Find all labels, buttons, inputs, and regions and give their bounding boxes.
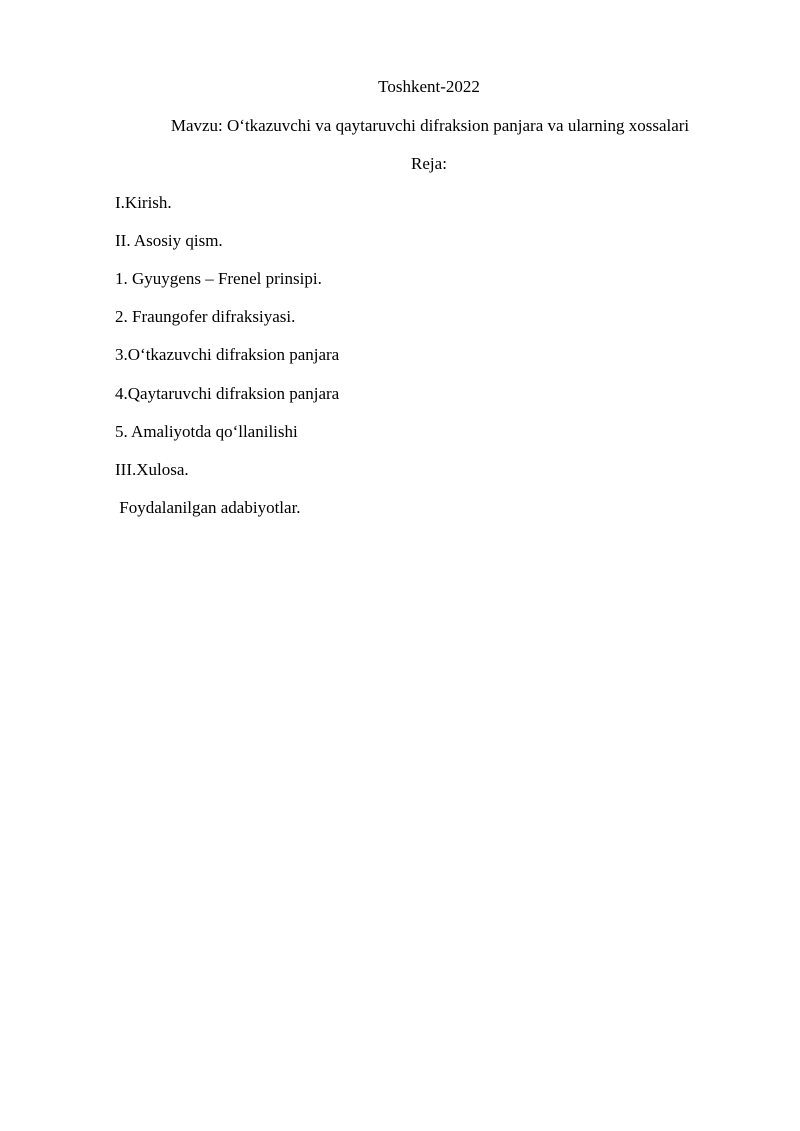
plan-item-conclusion: III.Xulosa. [115,460,189,479]
topic-title: Mavzu: O‘tkazuvchi va qaytaruvchi difraksion panjara va ularning xossalari [170,116,690,135]
plan-item-references: Foydalanilgan adabiyotlar. [115,498,301,517]
plan-heading: Reja: [411,154,447,173]
plan-item-huygens-fresnel: 1. Gyuygens – Frenel prinsipi. [115,269,322,288]
plan-item-transmission-grating: 3.O‘tkazuvchi difraksion panjara [115,345,340,364]
plan-item-main-part: II. Asosiy qism. [115,231,223,250]
plan-item-applications: 5. Amaliyotda qo‘llanilishi [115,422,298,441]
plan-item-introduction: I.Kirish. [115,193,172,212]
plan-item-fraunhofer: 2. Fraungofer difraksiyasi. [115,307,296,326]
city-year: Toshkent-2022 [378,77,480,96]
plan-item-reflection-grating: 4.Qaytaruvchi difraksion panjara [115,384,340,403]
